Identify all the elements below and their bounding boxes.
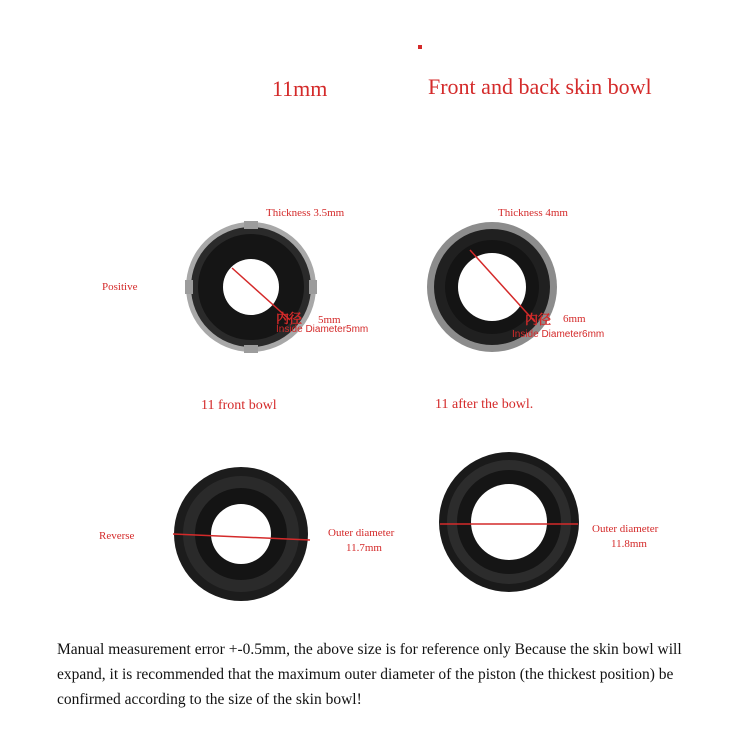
after-bowl-reverse-photo	[439, 452, 579, 592]
after-bowl-thickness: Thickness 4mm	[498, 207, 568, 219]
after-bowl-inner-value: 6mm	[563, 313, 586, 325]
after-bowl-caption: 11 after the bowl.	[435, 397, 534, 412]
front-bowl-inner-cjk: 内径	[276, 311, 303, 326]
after-bowl-inner-cjk: 内径	[525, 312, 552, 327]
after-bowl-outer-label: Outer diameter	[592, 523, 659, 535]
measurement-note: Manual measurement error +-0.5mm, the above size is for reference only Because the skin bowl will expand, it is recommended that the maximum outer diameter of the piston (the thickest position) be confirmed according to the size of the skin bowl!	[57, 641, 682, 708]
front-bowl-thickness: Thickness 3.5mm	[266, 207, 345, 219]
front-bowl-outer-value: 11.7mm	[346, 542, 382, 554]
front-bowl-inner-value: 5mm	[318, 314, 341, 326]
after-bowl-inner-en: Inside Diameter6mm	[512, 329, 605, 340]
after-bowl-outer-value: 11.8mm	[611, 538, 647, 550]
side-label-positive: Positive	[102, 281, 138, 293]
side-label-reverse: Reverse	[99, 530, 135, 542]
header-title: Front and back skin bowl	[428, 74, 652, 99]
front-bowl-outer-label: Outer diameter	[328, 527, 395, 539]
front-bowl-caption: 11 front bowl	[201, 398, 277, 413]
header-size: 11mm	[272, 76, 328, 101]
front-bowl-inner-en: Inside Diameter5mm	[276, 324, 369, 335]
front-bowl-reverse-photo	[173, 467, 310, 601]
